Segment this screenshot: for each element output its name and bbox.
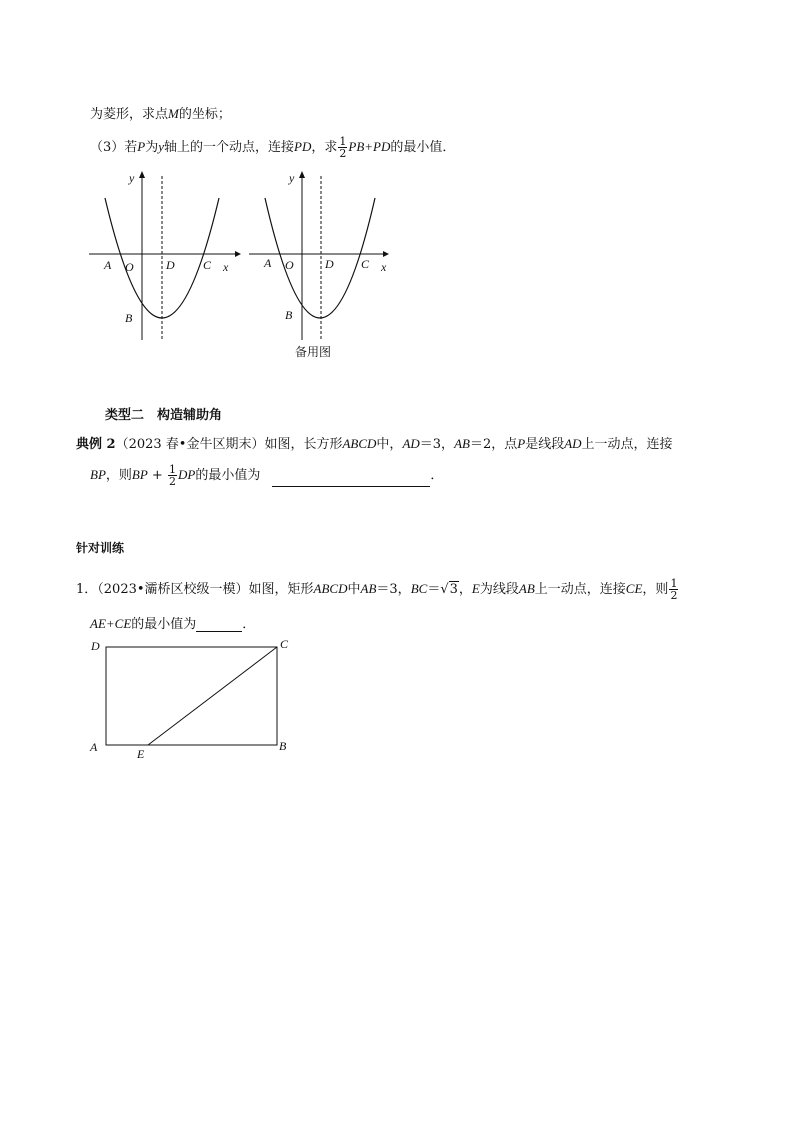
parabola-curve — [265, 198, 375, 318]
var-pd: PD — [294, 139, 312, 154]
fraction — [338, 136, 347, 159]
figure-caption: 备用图 — [295, 345, 332, 359]
var: AB — [360, 581, 377, 596]
text: （2023•灞桥区校级一模）如图，矩形 — [97, 582, 314, 597]
label-b: B — [279, 739, 287, 753]
var: AD — [402, 436, 420, 451]
text: 中 — [347, 582, 361, 597]
var-y: y — [158, 139, 165, 154]
label-a: A — [104, 258, 112, 272]
expression: PB+PD — [348, 139, 391, 154]
label-e: E — [137, 747, 145, 761]
text: 是线段 — [525, 437, 565, 452]
label-d: D — [91, 639, 100, 653]
text: 的最小值． — [390, 140, 456, 155]
q1-line1 — [76, 578, 679, 601]
example2-line1 — [76, 433, 673, 452]
label-x: x — [223, 260, 229, 274]
text: ＝2，点 — [469, 437, 518, 452]
numerator: 1 — [670, 577, 678, 590]
text: 的最小值为 — [195, 468, 261, 483]
text: ，则 — [642, 582, 669, 597]
square-root: √3 — [440, 582, 458, 597]
text: ，则 — [105, 468, 132, 483]
text: ． — [430, 468, 444, 483]
x-axis-arrow — [383, 251, 389, 257]
fraction — [168, 464, 177, 487]
var: BC — [410, 581, 428, 596]
var: BP — [131, 467, 148, 482]
section-title: 类型二 构造辅助角 — [105, 407, 223, 422]
rectangle-figure — [86, 634, 296, 762]
label-d: D — [166, 258, 175, 272]
label-o: O — [285, 258, 294, 272]
numerator: 1 — [168, 463, 176, 476]
y-axis-arrow — [299, 171, 305, 178]
q3-line1 — [90, 103, 231, 122]
label-a: A — [90, 740, 98, 754]
rectangle-abcd — [106, 647, 277, 745]
text: 上一动点，连接 — [581, 437, 673, 452]
training-title: 针对训练 — [76, 541, 125, 555]
label-x: x — [381, 260, 387, 274]
label-b: B — [125, 311, 133, 325]
radicand: 3 — [449, 582, 458, 597]
text: （2023 春•金牛区期末）如图，长方形 — [115, 437, 343, 452]
text: ＝ — [427, 582, 441, 597]
x-axis-arrow — [235, 251, 241, 257]
answer-blank[interactable] — [196, 617, 242, 632]
text: ，求 — [311, 140, 338, 155]
text: + — [147, 468, 167, 483]
segment-ce — [148, 647, 277, 745]
label-o: O — [125, 260, 134, 274]
numerator: 1 — [339, 135, 347, 148]
answer-blank[interactable] — [272, 472, 430, 487]
text: ， — [458, 582, 472, 597]
question-number: 1． — [76, 582, 98, 597]
text: 的坐标； — [178, 107, 231, 122]
text: ＝3， — [419, 437, 455, 452]
label-c: C — [203, 258, 212, 272]
text: 为菱形，求点 — [90, 107, 169, 122]
parabola-figure-1 — [85, 168, 245, 346]
var: AD — [564, 436, 582, 451]
text: 上一动点，连接 — [534, 582, 626, 597]
label-c: C — [361, 257, 370, 271]
example-label: 典例 2 — [76, 437, 116, 452]
var: ABCD — [342, 436, 377, 451]
text: 为 — [145, 140, 159, 155]
text: （3）若 — [90, 140, 138, 155]
label-b: B — [285, 308, 293, 322]
denominator: 2 — [168, 475, 176, 488]
text: 的最小值为 — [131, 617, 197, 632]
label-y: y — [129, 171, 135, 185]
denominator: 2 — [339, 147, 347, 160]
q1-line2 — [90, 613, 255, 632]
label-d: D — [325, 257, 334, 271]
var: AB — [454, 436, 470, 451]
text: 轴上的一个动点，连接 — [164, 140, 295, 155]
text: ＝3， — [376, 582, 411, 597]
label-a: A — [264, 256, 272, 270]
var: CE — [625, 581, 643, 596]
var-m: M — [168, 106, 179, 121]
text: 中， — [376, 437, 403, 452]
var: AB — [518, 581, 535, 596]
text: 为线段 — [479, 582, 519, 597]
label-c: C — [280, 637, 289, 651]
var: BP — [90, 467, 106, 482]
example2-line2 — [90, 464, 443, 487]
parabola-figure-2 — [245, 168, 405, 346]
var: ABCD — [313, 581, 348, 596]
var: DP — [177, 467, 196, 482]
q3-line2 — [90, 136, 455, 159]
label-y: y — [289, 171, 295, 185]
fraction — [669, 578, 678, 601]
expression: AE+CE — [90, 616, 132, 631]
var: P — [517, 436, 526, 451]
var: E — [471, 581, 480, 596]
text: ． — [242, 617, 256, 632]
var-p: P — [137, 139, 146, 154]
y-axis-arrow — [139, 171, 145, 178]
denominator: 2 — [670, 589, 678, 602]
